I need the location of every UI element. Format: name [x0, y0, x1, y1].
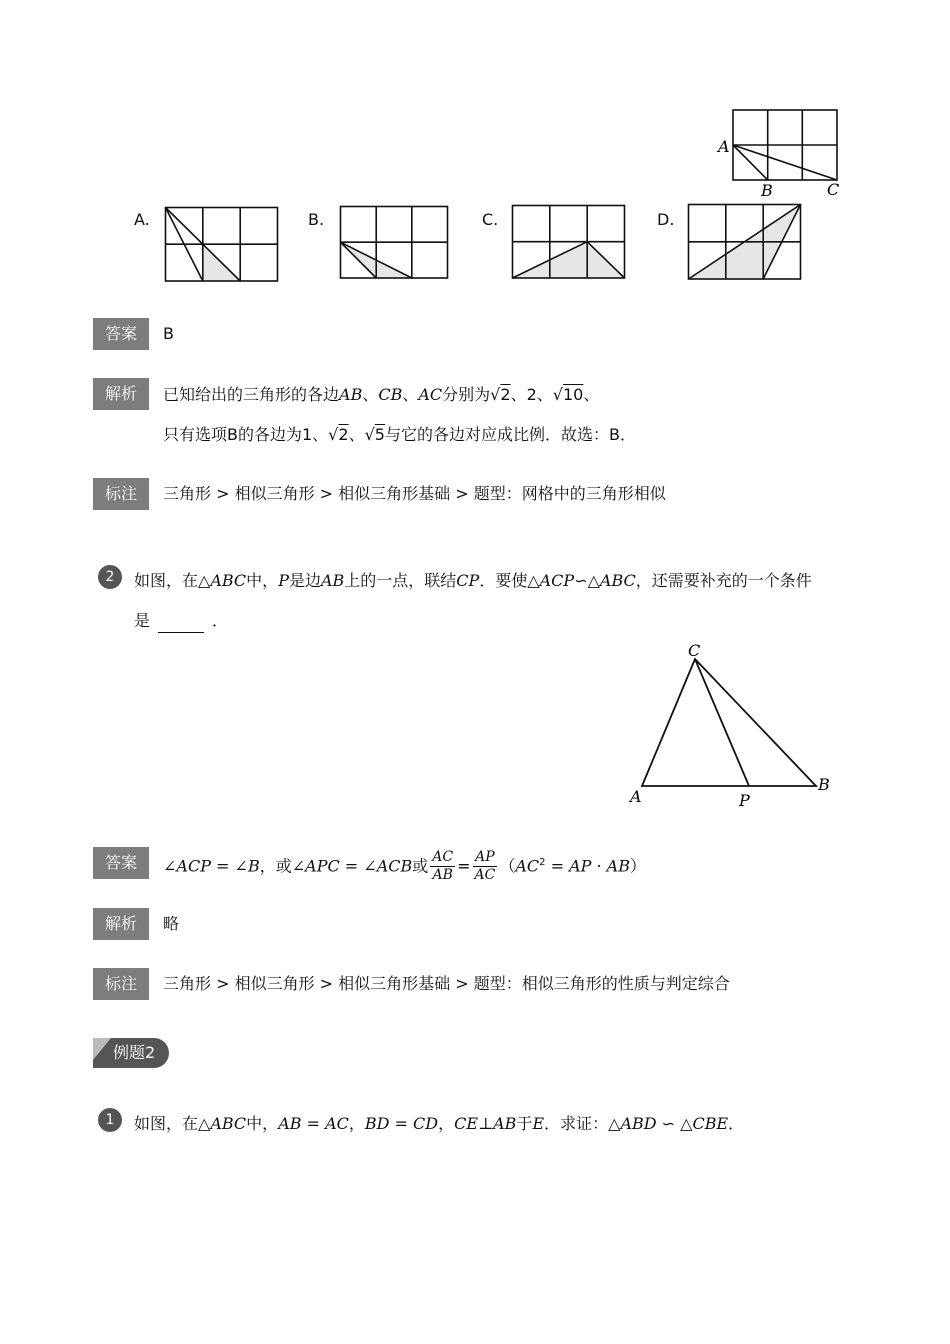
option-a-figure[interactable]	[164, 206, 279, 284]
option-b-label: B.	[308, 210, 325, 229]
option-c-figure[interactable]	[511, 204, 626, 281]
note-label: 标注	[93, 478, 149, 510]
vertex-a-label: A	[630, 787, 642, 806]
question-3-text: 如图，在△ABC中，AB = AC，BD = CD，CE⊥AB于E．求证：△ABD ∽ △CBE．	[134, 1114, 745, 1133]
ac-segment	[733, 145, 837, 180]
answer-value: B	[163, 324, 174, 343]
option-d-label: D.	[657, 210, 675, 229]
point-c-label: C	[827, 180, 840, 199]
option-b-figure[interactable]	[339, 205, 449, 280]
answer-label: 答案	[93, 318, 149, 350]
fraction-ac-ab: $\frac{AC}{AB}$	[432, 849, 454, 884]
answer-value: ∠ACP = ∠B，或∠APC = ∠ACB或 $\frac{AC}{AB}$ = $\frac{AP}{AC}$ （$AC^2$ = AP · AB）	[163, 849, 646, 884]
point-b-label: B	[761, 181, 773, 200]
question-number-badge: 1	[98, 1108, 122, 1132]
option-c-label: C.	[482, 210, 499, 229]
point-p-label: P	[739, 791, 750, 810]
answer-blank[interactable]	[158, 610, 204, 633]
note-tags[interactable]: 三角形 > 相似三角形 > 相似三角形基础 > 题型：网格中的三角形相似	[163, 484, 666, 503]
option-a-label: A.	[134, 210, 150, 229]
analysis-line-1: 已知给出的三角形的各边AB、CB、AC分别为√2、2、√10、	[163, 385, 600, 404]
answer-label: 答案	[93, 847, 149, 879]
reference-grid-figure	[715, 106, 845, 200]
point-a-label: A	[718, 137, 730, 156]
question-number-badge: 2	[98, 565, 122, 589]
analysis-label: 解析	[93, 378, 149, 410]
triangle-figure	[625, 638, 840, 813]
analysis-label: 解析	[93, 908, 149, 940]
analysis-text: 略	[163, 914, 180, 933]
analysis-line-2: 只有选项B的各边为1、√2、√5与它的各边对应成比例．故选：B．	[163, 425, 636, 444]
question-2-line-1: 如图，在△ABC中，P是边AB上的一点，联结CP．要使△ACP∽△ABC，还需要补充的一个条件	[134, 571, 812, 590]
option-d-figure[interactable]	[687, 203, 802, 282]
vertex-b-label: B	[818, 775, 830, 794]
vertex-c-label: C	[688, 641, 701, 660]
fraction-ap-ac: $\frac{AP}{AC}$	[474, 849, 496, 884]
question-2-line-2: 是 ．	[134, 610, 228, 633]
note-label: 标注	[93, 968, 149, 1000]
note-tags[interactable]: 三角形 > 相似三角形 > 相似三角形基础 > 题型：相似三角形的性质与判定综合	[163, 974, 730, 993]
example-label: 例题2	[113, 1043, 156, 1062]
